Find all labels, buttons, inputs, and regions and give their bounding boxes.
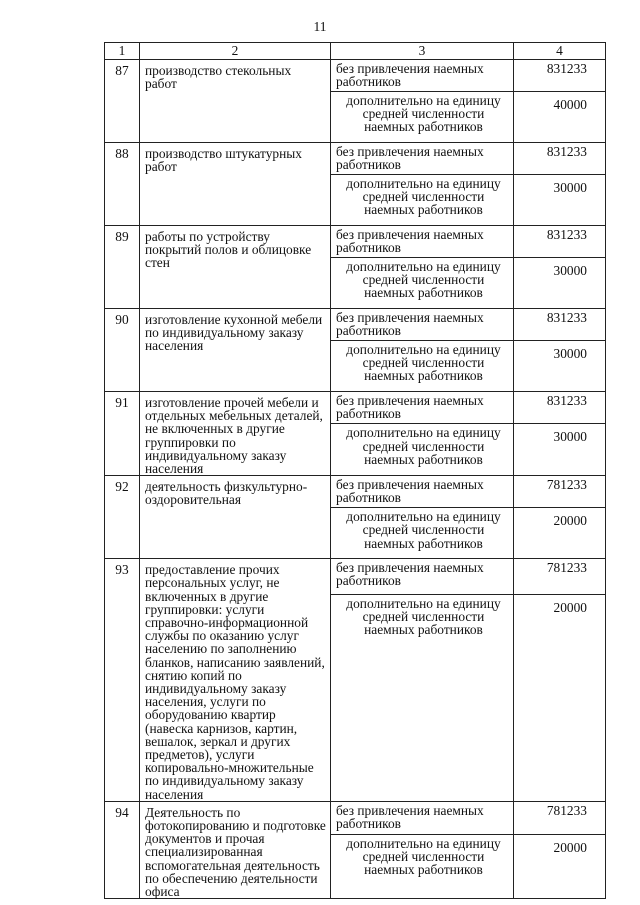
- activity-name: изготовление прочей мебели и отдельных мебельных деталей, не включенных в другие группировки по индивидуальному заказу населения: [140, 392, 331, 476]
- row-number: 90: [105, 309, 140, 392]
- table-body: [105, 60, 606, 899]
- tax-rate-table: [104, 42, 606, 899]
- header-col-1: 1: [105, 43, 140, 60]
- header-col-2: 2: [140, 43, 331, 60]
- rate-amount: 781233: [514, 559, 606, 594]
- rate-condition: без привлечения наемных работников: [331, 392, 514, 424]
- rate-amount-additional: 20000: [514, 594, 606, 801]
- rate-amount: 831233: [514, 309, 606, 341]
- activity-name: производство стекольных работ: [140, 60, 331, 143]
- activity-name: изготовление кухонной мебели по индивидуальному заказу населения: [140, 309, 331, 392]
- table-row: [105, 801, 606, 834]
- row-number: 92: [105, 476, 140, 559]
- table-row: [105, 476, 606, 508]
- rate-amount: 831233: [514, 226, 606, 258]
- row-number: 88: [105, 143, 140, 226]
- header-col-3: 3: [331, 43, 514, 60]
- rate-amount-additional: 20000: [514, 508, 606, 559]
- row-number: 91: [105, 392, 140, 476]
- table-row: [105, 309, 606, 341]
- table-row: [105, 226, 606, 258]
- table-row: [105, 392, 606, 424]
- table-row: [105, 559, 606, 594]
- rate-condition: без привлечения наемных работников: [331, 60, 514, 92]
- activity-name: Деятельность по фотокопированию и подготовке документов и прочая специализированная вспомогательная деятельность по обеспечению деятельности офиса: [140, 801, 331, 898]
- row-number: 94: [105, 801, 140, 898]
- activity-name: работы по устройству покрытий полов и облицовке стен: [140, 226, 331, 309]
- rate-condition: без привлечения наемных работников: [331, 559, 514, 594]
- rate-amount: 831233: [514, 60, 606, 92]
- activity-name: деятельность физкультурно-оздоровительная: [140, 476, 331, 559]
- rate-amount-additional: 40000: [514, 92, 606, 143]
- header-col-4: 4: [514, 43, 606, 60]
- rate-amount-additional: 30000: [514, 258, 606, 309]
- rate-condition: без привлечения наемных работников: [331, 143, 514, 175]
- row-number: 87: [105, 60, 140, 143]
- rate-amount-additional: 30000: [514, 341, 606, 392]
- rate-condition: без привлечения наемных работников: [331, 476, 514, 508]
- rate-condition: без привлечения наемных работников: [331, 309, 514, 341]
- activity-name: предоставление прочих персональных услуг, не включенных в другие группировки: услуги справочно-информационной службы по оказанию услуг населению по заполнению бланков, написанию заявлений, снятию копий по индивидуальному заказу населения, услуги по оборудованию квартир (навеска карнизов, картин, вешалок, зеркал и других предметов), услуги копировально-множительные по индивидуальному заказу населения: [140, 559, 331, 802]
- table-row: [105, 143, 606, 175]
- page-number: 11: [313, 19, 327, 34]
- rate-amount-additional: 20000: [514, 834, 606, 899]
- rate-condition-additional: дополнительно на единицу средней численности наемных работников: [331, 175, 514, 226]
- rate-amount-additional: 30000: [514, 424, 606, 476]
- rate-condition: без привлечения наемных работников: [331, 226, 514, 258]
- header-row: [105, 43, 606, 60]
- rate-condition-additional: дополнительно на единицу средней численности наемных работников: [331, 341, 514, 392]
- rate-condition-additional: дополнительно на единицу средней численности наемных работников: [331, 834, 514, 899]
- row-number: 93: [105, 559, 140, 802]
- rate-amount: 781233: [514, 801, 606, 834]
- rate-amount: 781233: [514, 476, 606, 508]
- rate-condition-additional: дополнительно на единицу средней численности наемных работников: [331, 424, 514, 476]
- rate-condition-additional: дополнительно на единицу средней численности наемных работников: [331, 92, 514, 143]
- rate-condition-additional: дополнительно на единицу средней численности наемных работников: [331, 258, 514, 309]
- rate-condition: без привлечения наемных работников: [331, 801, 514, 834]
- table-row: [105, 60, 606, 92]
- rate-amount-additional: 30000: [514, 175, 606, 226]
- rate-condition-additional: дополнительно на единицу средней численности наемных работников: [331, 594, 514, 801]
- row-number: 89: [105, 226, 140, 309]
- rate-amount: 831233: [514, 143, 606, 175]
- rate-condition-additional: дополнительно на единицу средней численности наемных работников: [331, 508, 514, 559]
- rate-amount: 831233: [514, 392, 606, 424]
- activity-name: производство штукатурных работ: [140, 143, 331, 226]
